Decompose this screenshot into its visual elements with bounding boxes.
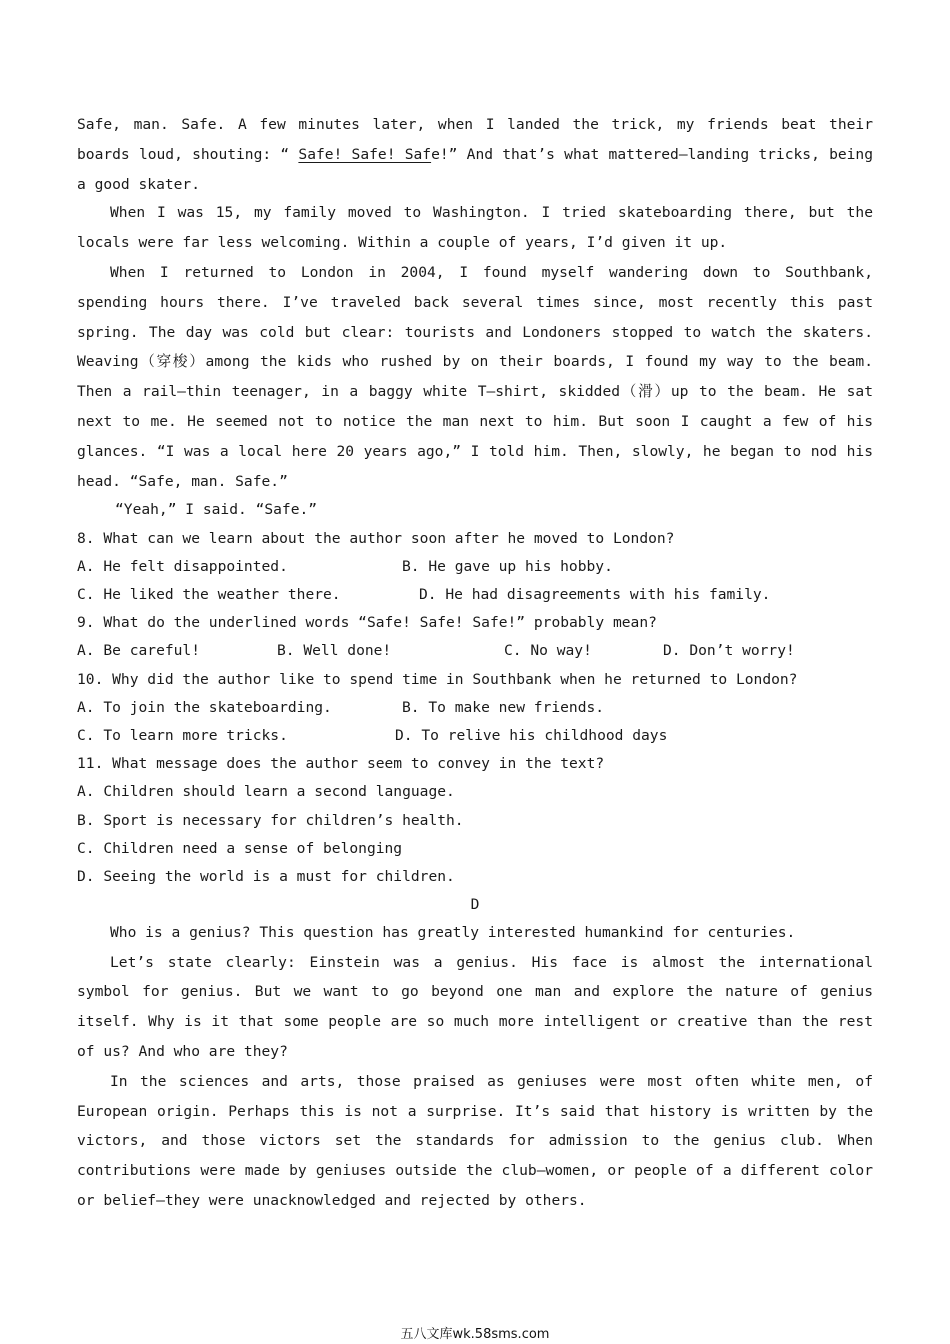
passage-d-paragraph-3: In the sciences and arts, those praised as geniuses were most often white men, of European origin. Perhaps this is not a surprise. It’s said that history is written by the victors, and those victors set the standards for admission to the genius club. When contributions were made by geniuses outside the club—women, or people of a different color or belief—they were unacknowledged and rejected by others. xyxy=(77,1072,873,1209)
underlined-words: Safe! Safe! Saf xyxy=(298,145,432,163)
question-10-option-b: B. To make new friends. xyxy=(402,698,605,716)
question-10-option-a: A. To join the skateboarding. xyxy=(77,698,332,716)
passage-c-paragraph-1: Safe, man. Safe. A few minutes later, when I landed the trick, my friends beat their boards loud, shouting: “ Safe! Safe! Safe!” And that’s what mattered—landing tricks, being a good skater. xyxy=(77,116,874,193)
question-8-options-row-1 xyxy=(77,553,873,581)
question-10-option-c: C. To learn more tricks. xyxy=(77,726,288,744)
question-9-options-row xyxy=(77,637,873,665)
question-8-option-c: C. He liked the weather there. xyxy=(77,585,341,603)
passage-d-paragraph-1: Who is a genius? This question has greatly interested humankind for centuries. xyxy=(110,924,796,942)
question-10-options-row-1 xyxy=(77,694,873,722)
document-page xyxy=(77,110,873,1216)
passage-c-paragraph-3: When I returned to London in 2004, I found myself wandering down to Southbank, spending hours there. I’ve traveled back several times since, most recently this past spring. The day was cold but clear: tourists and Londoners stopped to watch the skaters. Weaving（穿梭）among the kids who rushed by on their boards, I found my way to the beam. Then a rail—thin teenager, in a baggy white T—shirt, skidded（滑）up to the beam. He sat next to me. He seemed not to notice the man next to him. But soon I caught a few of his glances. “I was a local here 20 years ago,” I told him. Then, slowly, he began to nod his head. “Safe, man. Safe.” xyxy=(77,263,873,490)
question-8-option-a: A. He felt disappointed. xyxy=(77,557,288,575)
question-11-stem: 11. What message does the author seem to convey in the text? xyxy=(77,755,605,773)
question-11-option-b: B. Sport is necessary for children’s health. xyxy=(77,811,464,829)
question-9-option-d: D. Don’t worry! xyxy=(663,642,795,660)
question-9-option-a: A. Be careful! xyxy=(77,642,201,660)
question-9-stem: 9. What do the underlined words “Safe! Safe! Safe!” probably mean? xyxy=(77,614,657,632)
passage-d-paragraph-2: Let’s state clearly: Einstein was a genius. His face is almost the international symbol for genius. But we want to go beyond one man and explore the nature of genius itself. Why is it that some people are so much more intelligent or creative than the rest of us? And who are they? xyxy=(77,953,873,1060)
passage-c-paragraph-4: “Yeah,” I said. “Safe.” xyxy=(115,501,318,519)
watermark-footer: 五八文库wk.58sms.com xyxy=(400,1327,550,1342)
section-heading-d: D xyxy=(470,896,480,914)
question-10-stem: 10. Why did the author like to spend time in Southbank when he returned to London? xyxy=(77,670,798,688)
question-8-options-row-2 xyxy=(77,581,873,609)
question-8-option-d: D. He had disagreements with his family. xyxy=(419,585,771,603)
question-9-option-c: C. No way! xyxy=(504,642,592,660)
question-9-option-b: B. Well done! xyxy=(277,642,392,660)
question-10-option-d: D. To relive his childhood days xyxy=(395,726,668,744)
question-8-stem: 8. What can we learn about the author soon after he moved to London? xyxy=(77,529,675,547)
question-11-option-c: C. Children need a sense of belonging xyxy=(77,839,403,857)
question-11-option-a: A. Children should learn a second language. xyxy=(77,783,455,801)
question-8-option-b: B. He gave up his hobby. xyxy=(402,557,613,575)
passage-c-paragraph-2: When I was 15, my family moved to Washington. I tried skateboarding there, but the locals were far less welcoming. Within a couple of years, I’d given it up. xyxy=(77,204,873,252)
question-10-options-row-2 xyxy=(77,722,873,750)
question-11-option-d: D. Seeing the world is a must for children. xyxy=(77,868,455,885)
